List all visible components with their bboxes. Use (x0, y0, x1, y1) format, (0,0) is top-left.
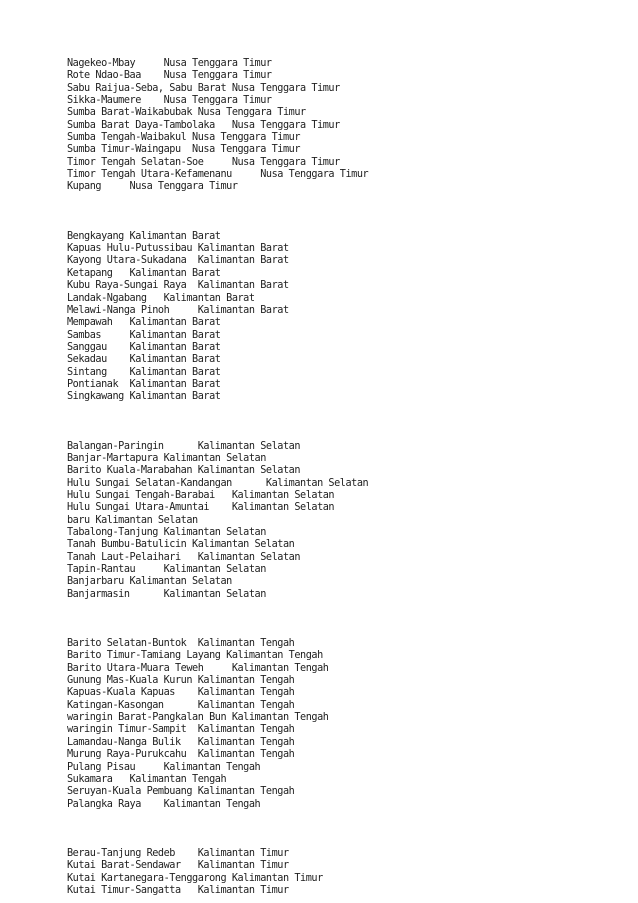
section-spacer (67, 811, 627, 848)
section-spacer (67, 194, 627, 231)
regency-line: Sumba Barat-Waikabubak Nusa Tenggara Timur (67, 107, 306, 119)
regency-line: waringin Timur-Sampit Kalimantan Tengah (67, 724, 295, 736)
regency-line: Banjarbaru Kalimantan Selatan (67, 576, 232, 588)
regency-line: Kutai Barat-Sendawar Kalimantan Timur (67, 860, 289, 872)
regency-line: Hulu Sungai Utara-Amuntai Kalimantan Selatan (67, 502, 335, 514)
regency-line: Kutai Timur-Sangatta Kalimantan Timur (67, 884, 289, 896)
regency-line: Tanah Bumbu-Batulicin Kalimantan Selatan (67, 539, 295, 551)
regency-line: Barito Kuala-Marabahan Kalimantan Selatan (67, 465, 301, 477)
regency-line: Landak-Ngabang Kalimantan Barat (67, 292, 255, 304)
regency-line: Katingan-Kasongan Kalimantan Tengah (67, 699, 295, 711)
regency-line: Palangka Raya Kalimantan Tengah (67, 798, 261, 810)
regency-line: Murung Raya-Purukcahu Kalimantan Tengah (67, 749, 295, 761)
section-spacer (67, 601, 627, 638)
regency-line: Rote Ndao-Baa Nusa Tenggara Timur (67, 70, 272, 82)
regency-line: Hulu Sungai Selatan-Kandangan Kalimantan Selatan (67, 477, 369, 489)
regency-line: Gunung Mas-Kuala Kurun Kalimantan Tengah (67, 675, 295, 687)
region-section (67, 231, 627, 404)
section-spacer (67, 404, 627, 441)
regency-line: Sekadau Kalimantan Barat (67, 354, 221, 366)
regency-line: Melawi-Nanga Pinoh Kalimantan Barat (67, 304, 289, 316)
regency-line: Tabalong-Tanjung Kalimantan Selatan (67, 527, 266, 538)
regency-line: Ketapang Kalimantan Barat (67, 267, 221, 279)
regency-line: Sintang Kalimantan Barat (67, 366, 221, 378)
regency-line: Sambas Kalimantan Barat (67, 329, 221, 341)
regency-line: Lamandau-Nanga Bulik Kalimantan Tengah (67, 736, 295, 748)
region-section (67, 441, 627, 601)
regency-line: Banjarmasin Kalimantan Selatan (67, 588, 266, 600)
regency-line: Hulu Sungai Tengah-Barabai Kalimantan Selatan (67, 489, 335, 501)
regency-line: Bengkayang Kalimantan Barat (67, 230, 221, 242)
regency-line: Pontianak Kalimantan Barat (67, 378, 221, 390)
regency-line: Nagekeo-Mbay Nusa Tenggara Timur (67, 58, 272, 69)
regency-line: baru Kalimantan Selatan (67, 514, 198, 526)
regency-line: Kapuas-Kuala Kapuas Kalimantan Tengah (67, 687, 295, 699)
regency-line: Balangan-Paringin Kalimantan Selatan (67, 440, 301, 452)
document-page (67, 58, 627, 897)
regency-line: Barito Utara-Muara Teweh Kalimantan Tengah (67, 662, 329, 674)
regency-line: Banjar-Martapura Kalimantan Selatan (67, 452, 266, 464)
region-section (67, 58, 627, 194)
regency-line: Mempawah Kalimantan Barat (67, 317, 221, 329)
regency-line: Seruyan-Kuala Pembuang Kalimantan Tengah (67, 786, 295, 798)
regency-line: Sumba Barat Daya-Tambolaka Nusa Tenggara Timur (67, 119, 340, 131)
regency-line: Kupang Nusa Tenggara Timur (67, 181, 238, 193)
region-section (67, 848, 627, 897)
regency-line: Sabu Raijua-Seba, Sabu Barat Nusa Tenggara Timur (67, 82, 340, 94)
regency-line: Kapuas Hulu-Putussibau Kalimantan Barat (67, 243, 289, 255)
regency-line: Pulang Pisau Kalimantan Tengah (67, 761, 261, 773)
regency-line: Tanah Laut-Pelaihari Kalimantan Selatan (67, 551, 301, 563)
regency-line: Sumba Tengah-Waibakul Nusa Tenggara Timur (67, 132, 301, 144)
regency-line: Kutai Kartanegara-Tenggarong Kalimantan Timur (67, 872, 323, 884)
regency-line: Timor Tengah Utara-Kefamenanu Nusa Tenggara Timur (67, 169, 369, 181)
regency-line: Sikka-Maumere Nusa Tenggara Timur (67, 95, 272, 107)
regency-line: Tapin-Rantau Kalimantan Selatan (67, 564, 266, 576)
regency-line: Sumba Timur-Waingapu Nusa Tenggara Timur (67, 144, 301, 156)
regency-line: Barito Timur-Tamiang Layang Kalimantan Tengah (67, 650, 323, 662)
region-section (67, 638, 627, 811)
regency-line: Singkawang Kalimantan Barat (67, 391, 221, 403)
regency-line: Kubu Raya-Sungai Raya Kalimantan Barat (67, 280, 289, 292)
regency-line: Sukamara Kalimantan Tengah (67, 773, 227, 785)
regency-line: waringin Barat-Pangkalan Bun Kalimantan Tengah (67, 712, 329, 724)
regency-line: Timor Tengah Selatan-Soe Nusa Tenggara Timur (67, 156, 340, 168)
regency-line: Kayong Utara-Sukadana Kalimantan Barat (67, 255, 289, 267)
regency-line: Berau-Tanjung Redeb Kalimantan Timur (67, 847, 289, 859)
regency-line: Barito Selatan-Buntok Kalimantan Tengah (67, 638, 295, 650)
regency-line: Sanggau Kalimantan Barat (67, 341, 221, 353)
